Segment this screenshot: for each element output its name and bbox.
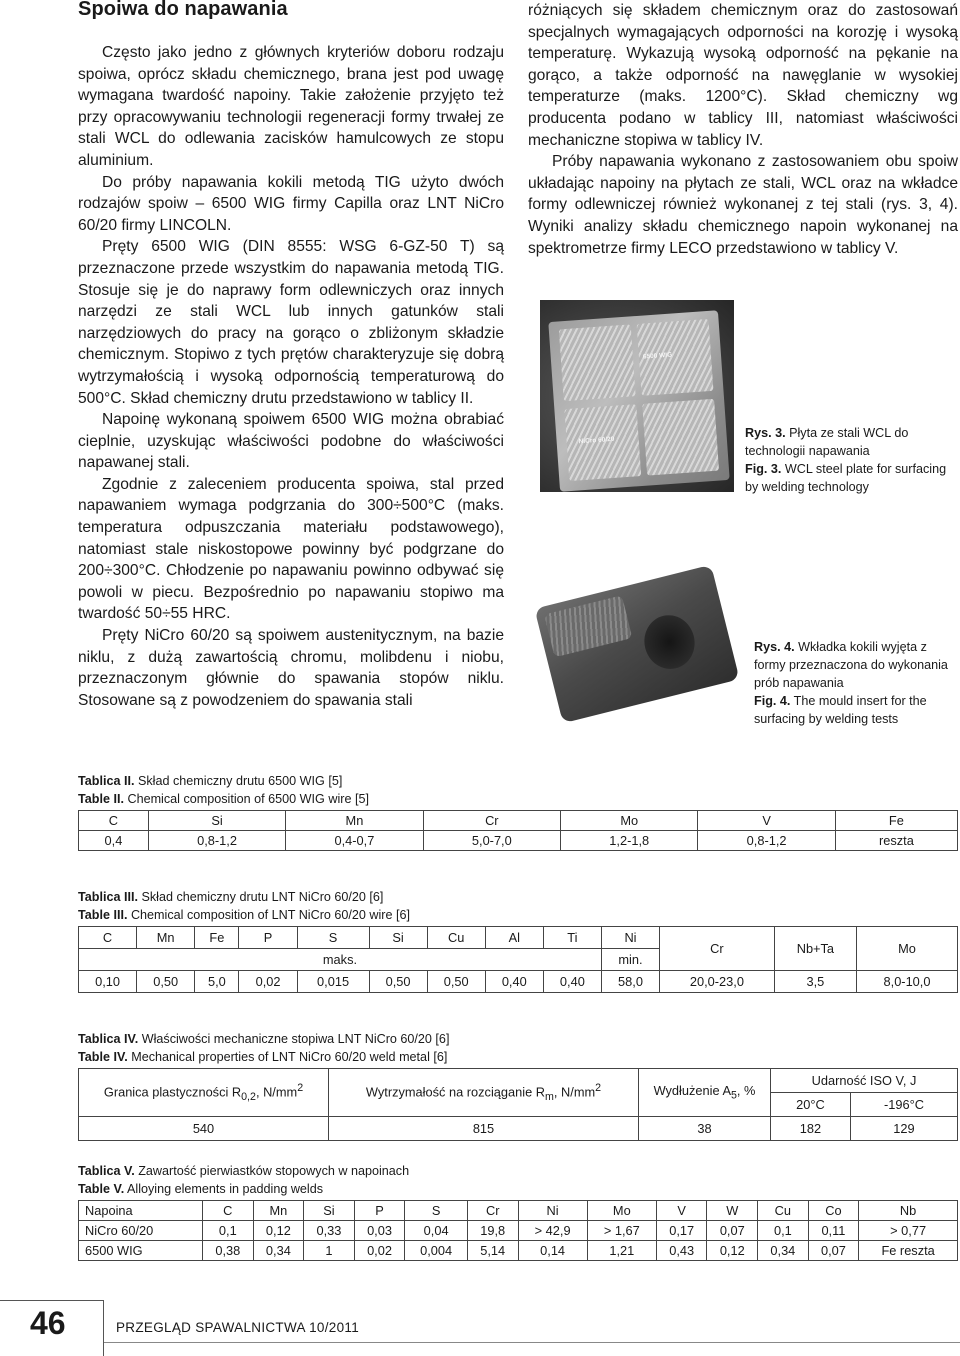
table-header-row: C Si Mn Cr Mo V Fe — [79, 811, 958, 831]
photo-label: 6500 WIG — [642, 351, 673, 361]
page-number: 46 — [30, 1305, 66, 1341]
footer-rule — [104, 1342, 960, 1343]
table-header-row: Napoina C Mn Si P S Cr Ni Mo V W Cu Co Nb — [79, 1201, 958, 1221]
left-column — [78, 42, 504, 711]
table-3-caption: Tablica III. Skład chemiczny drutu LNT NiCro 60/20 [6] Table III. Chemical composition of LNT NiCro 60/20 wire [6] — [78, 890, 410, 922]
table-3 — [78, 926, 958, 993]
table-subheader-row: maks. min. — [79, 949, 958, 971]
paragraph: Często jako jedno z głównych kryteriów doboru rodzaju spoiwa, oprócz składu chemicznego, brana jest pod uwagę wymagana twardość napoiny. Takie założenie przyjęto też przy opracowywaniu technologii regeneracji formy trwałej ze stali WCL do odlewania zacisków hamulcowych ze stopu aluminium. — [78, 44, 504, 169]
table-2-caption: Tablica II. Skład chemiczny drutu 6500 WIG [5] Table II. Chemical composition of 6500 WIG wire [5] — [78, 774, 369, 806]
table-row: 6500 WIG 0,38 0,34 1 0,02 0,004 5,14 0,14 1,21 0,43 0,12 0,34 0,07 Fe reszta — [79, 1241, 958, 1261]
paragraph: Do próby napawania kokili metodą TIG użyto dwóch rodzajów spoiw – 6500 WIG firmy Capilla oraz LNT NiCro 60/20 firmy LINCOLN. — [78, 173, 504, 234]
figure-3-caption: Rys. 3. Płyta ze stali WCL do technologii napawania Fig. 3. WCL steel plate for surfacing by welding technology — [745, 426, 947, 494]
table-row: 0,10 0,50 5,0 0,02 0,015 0,50 0,50 0,40 0,40 58,0 20,0-23,0 3,5 8,0-10,0 — [79, 971, 958, 993]
table-header-row: C Mn Fe P S Si Cu Al Ti Ni Cr Nb+Ta Mo — [79, 927, 958, 949]
table-5-caption: Tablica V. Zawartość pierwiastków stopowych w napoinach Table V. Alloying elements in padding welds — [78, 1164, 410, 1196]
paragraph: Próby napawania wykonano z zastosowaniem obu spoiw układając napoiny na płytach ze stali, WCL oraz na wkładce formy odlewniczej również wykonanej z tej stali (rys. 3, 4). Wyniki analizy składu chemicznego napoin wykonanej na spektrometrze firmy LECO przedstawiono w tablicy V. — [528, 153, 958, 257]
paragraph: Pręty 6500 WIG (DIN 8555: WSG 6-GZ-50 T) są przeznaczone przede wszystkim do napawania metodą TIG. Stosuje się je do naprawy form odlewniczych oraz innych narzędzi ze stali WCL lub innych gatunków stali narzędziowych do pracy na gorąco o zbliżonym składzie chemicznym. Stopiwo z tych prętów charakteryzuje się dobrą wytrzymałością i wysoką odpornością temperaturową do 500°C. Skład chemiczny drutu przedstawiono w tablicy II. — [78, 238, 504, 407]
table-row: NiCro 60/20 0,1 0,12 0,33 0,03 0,04 19,8 > 42,9 > 1,67 0,17 0,07 0,1 0,11 > 0,77 — [79, 1221, 958, 1241]
mould-insert-photo — [528, 545, 742, 735]
table-subheader-row: 20°C -196°C — [79, 1093, 958, 1117]
paragraph: różniących się składem chemicznym oraz do zastosowań specjalnych wymagających odporności na korozję i wysoką temperaturę. Wykazują wysoką odporność na pękanie na gorąco, a także odporność na nawęglanie w wysokiej temperaturze (maks. 1200°C). Skład chemiczny wg producenta podano w tablicy III, natomiast właściwości mechaniczne stopiwa w tablicy IV. — [528, 2, 958, 149]
paragraph: Zgodnie z zaleceniem producenta spoiwa, stal przed napawaniem wymaga podgrzania do 300÷500°C (maks. temperatura odpuszczania materiału podstawowego), natomiast stale niskostopowe powinny być podgrzane do 200÷300°C. Chłodzenie po napawaniu powinno odbywać się powoli w piecu. Bezpośrednio po napawaniu stopiwo ma twardość 50÷55 HRC. — [78, 475, 504, 623]
figure-4-caption: Rys. 4. Wkładka kokili wyjęta z formy przeznaczona do wykonania prób napawania Fig. 4. The mould insert for the surfacing by welding tests — [754, 640, 948, 726]
table-row: 540 815 38 182 129 — [79, 1117, 958, 1141]
paragraph: Napoinę wykonaną spoiwem 6500 WIG można obrabiać cieplnie, uzyskując właściwości podobne do właściwości napawanej stali. — [78, 411, 504, 472]
table-header-row: Granica plastyczności $R_{0,2}$, $N/mm^2$ Wytrzymałość na rozciąganie $R_m$, $N/mm^2$ Wydłużenie $A_5$, % Udarność ISO V, J — [79, 1069, 958, 1093]
insert-image — [534, 565, 739, 724]
photo-label: NiCro 60/20 — [578, 435, 615, 446]
steel-plate-photo — [540, 300, 734, 492]
journal-name: PRZEGLĄD SPAWALNICTWA 10/2011 — [116, 1320, 360, 1335]
table-5 — [78, 1200, 958, 1261]
section-heading: Spoiwa do napawania — [78, 0, 288, 20]
table-2 — [78, 810, 958, 851]
table-4 — [78, 1068, 958, 1141]
paragraph: Pręty NiCro 60/20 są spoiwem austenitycznym, na bazie niklu, z dużą zawartością chromu, molibdenu i niobu, przeznaczonym głównie do spawania stopów niklu. Stosowane są z powodzeniem do spawania stali — [78, 627, 504, 709]
right-column — [528, 0, 958, 259]
plate-image — [548, 310, 729, 491]
table-row: 0,4 0,8-1,2 0,4-0,7 5,0-7,0 1,2-1,8 0,8-1,2 reszta — [79, 831, 958, 851]
table-4-caption: Tablica IV. Właściwości mechaniczne stopiwa LNT NiCro 60/20 [6] Table IV. Mechanical properties of LNT NiCro 60/20 weld metal [6] — [78, 1032, 450, 1064]
